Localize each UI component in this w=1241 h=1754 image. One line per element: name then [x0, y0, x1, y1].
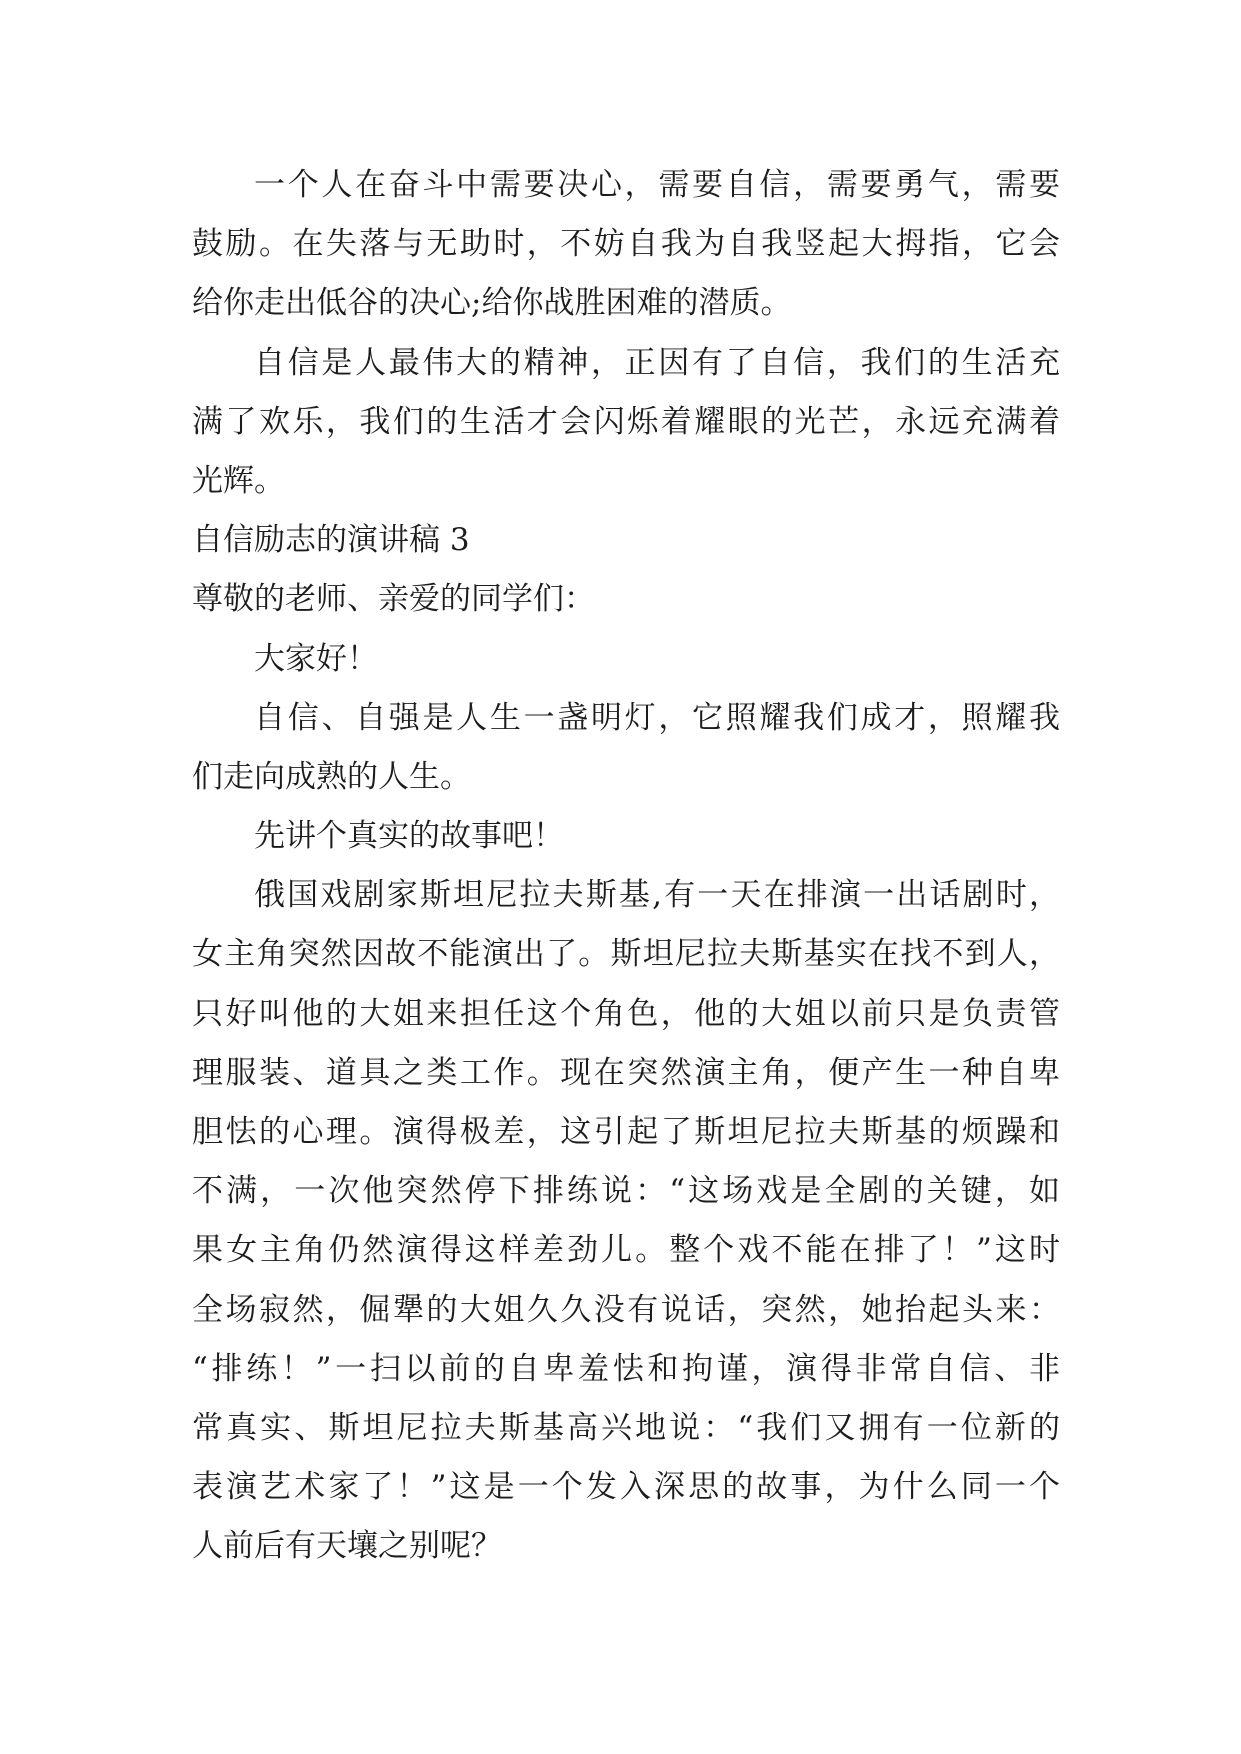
text-line: 自信、自强是人生一盏明灯，它照耀我们成才，照耀我	[254, 699, 1060, 736]
intro-paragraph	[192, 334, 1060, 512]
speech-paragraph	[192, 866, 1060, 1576]
speech-salutation: 尊敬的老师、亲爱的同学们：	[192, 581, 595, 618]
text-line: 给你走出低谷的决心;给你战胜困难的潜质。	[192, 285, 792, 322]
text-line: 常真实、斯坦尼拉夫斯基高兴地说：“我们又拥有一位新的	[192, 1409, 1060, 1446]
text-line: 果女主角仍然演得这样差劲儿。整个戏不能在排了！”这时	[192, 1232, 1060, 1269]
text-line: 人前后有天壤之别呢？	[192, 1528, 502, 1565]
text-line: 女主角突然因故不能演出了。斯坦尼拉夫斯基实在找不到人，	[192, 936, 1060, 973]
text-line: 光辉。	[192, 462, 285, 499]
text-line: 不满，一次他突然停下排练说：“这场戏是全剧的关键，如	[192, 1173, 1060, 1210]
text-line: 鼓励。在失落与无助时，不妨自我为自我竖起大拇指，它会	[192, 226, 1060, 263]
document-body	[192, 156, 1060, 1577]
speech-greeting: 大家好！	[254, 640, 378, 677]
intro-paragraph	[192, 156, 1060, 334]
text-line: 胆怯的心理。演得极差，这引起了斯坦尼拉夫斯基的烦躁和	[192, 1114, 1060, 1150]
text-line: 一个人在奋斗中需要决心，需要自信，需要勇气，需要	[254, 167, 1060, 203]
text-line: 俄国戏剧家斯坦尼拉夫斯基,有一天在排演一出话剧时，	[254, 877, 1060, 914]
speech-paragraph	[192, 689, 1060, 807]
text-line: 理服装、道具之类工作。现在突然演主角，便产生一种自卑	[192, 1054, 1060, 1091]
speech-paragraph	[192, 807, 1060, 866]
text-line: 自信是人最伟大的精神，正因有了自信，我们的生活充	[254, 344, 1060, 381]
text-line: 表演艺术家了！”这是一个发入深思的故事，为什么同一个	[192, 1469, 1060, 1506]
text-line: 们走向成熟的人生。	[192, 758, 471, 795]
text-line: 只好叫他的大姐来担任这个角色，他的大姐以前只是负责管	[192, 995, 1060, 1032]
text-line: 先讲个真实的故事吧！	[254, 818, 564, 855]
text-line: 全场寂然，倔犟的大姐久久没有说话，突然，她抬起头来：	[192, 1291, 1060, 1328]
speech-title: 自信励志的演讲稿 3	[192, 522, 470, 559]
text-line: “排练！”一扫以前的自卑羞怯和拘谨，演得非常自信、非	[192, 1350, 1060, 1387]
text-line: 满了欢乐，我们的生活才会闪烁着耀眼的光芒，永远充满着	[192, 403, 1060, 440]
